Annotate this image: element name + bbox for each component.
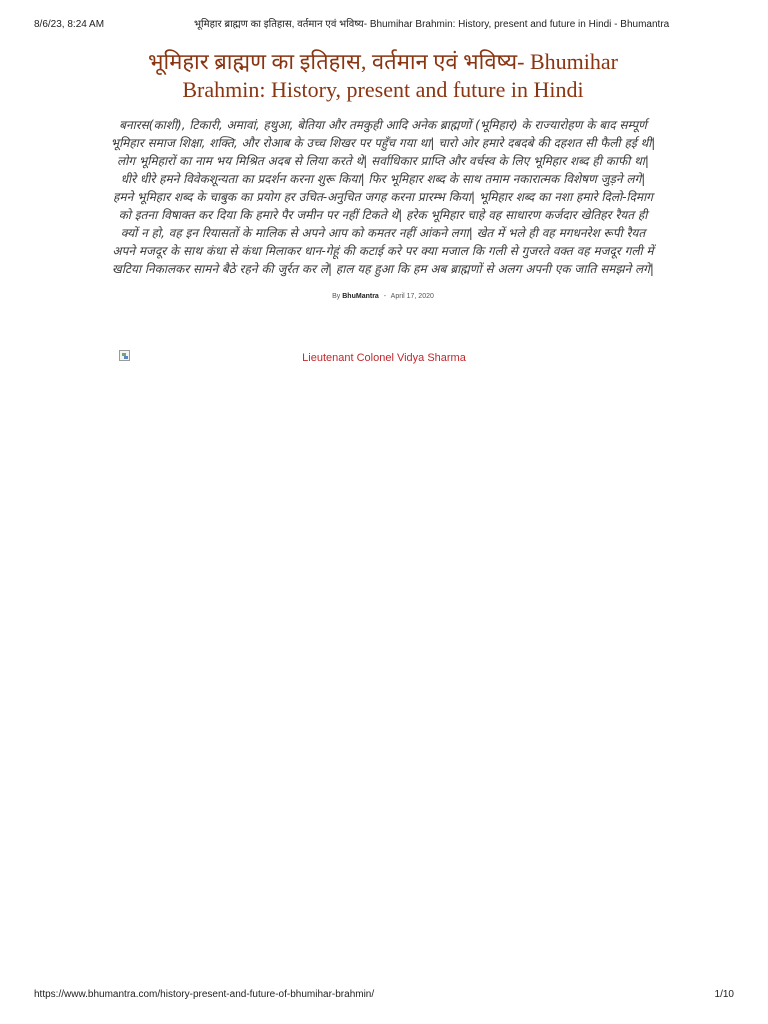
byline-separator: - — [383, 293, 387, 300]
print-footer — [34, 988, 734, 1002]
article — [110, 48, 656, 302]
featured-image — [119, 350, 649, 366]
article-title: भूमिहार ब्राह्मण का इतिहास, वर्तमान एवं भविष्य- Bhumihar Brahmin: History, present and future in Hindi — [148, 49, 618, 102]
print-header — [34, 18, 734, 32]
image-alt-text: Lieutenant Colonel Vidya Sharma — [302, 352, 466, 364]
byline-by-label: By — [332, 293, 341, 300]
page-url: https://www.bhumantra.com/history-present-and-future-of-bhumihar-brahmin/ — [34, 989, 375, 1000]
print-datetime: 8/6/23, 8:24 AM — [34, 19, 105, 30]
print-document-title: भूमिहार ब्राह्मण का इतिहास, वर्तमान एवं भविष्य- Bhumihar Brahmin: History, present and future in Hindi - Bhumantra — [194, 19, 670, 30]
publish-date: April 17, 2020 — [390, 293, 434, 300]
page-number: 1/10 — [714, 989, 734, 1000]
article-excerpt: बनारस(काशी), टिकारी, अमावां, हथुआ, बेतिया और तमकुही आदि अनेक ब्राह्मणों (भूमिहार) के राज्यारोहण के बाद सम्पूर्ण भूमिहार समाज शिक्षा, शक्ति, और रोआब के उच्च शिखर पर पहुँच गया था| चारो ओर हमारे दबदबे की दहशत सी फैली हई थी| लोग भूमिहारों का नाम भय मिश्रित अदब से लिया करते थे| सर्वाधिकार प्राप्ति और वर्चस्व के लिए भूमिहार शब्द ही काफी था| धीरे धीरे हमने विवेकशून्यता का प्रदर्शन करना शुरू किया| फिर भूमिहार शब्द के साथ तमाम नकारात्मक विशेषण जुड़ने लगे| हमने भूमिहार शब्द के चाबुक का प्रयोग हर उचित-अनुचित जगह करना प्रारम्भ किया| भूमिहार शब्द का नशा हमारे दिलो-दिमाग को इतना विषाक्त कर दिया कि हमारे पैर जमीन पर नहीं टिकते थे| हरेक भूमिहार चाहे वह साधारण कर्जदार खेतिहर रैयत ही क्यों न हो, वह इन रियासतों के मालिक से अपने आप को कमतर नहीं आंकने लगा| खेत में भले ही वह मगधनरेश रूपी रैयत अपने मजदूर के साथ कंधा से कंधा मिलाकर धान-गेहूं की कटाई करे पर क्या मजाल कि गली से गुजरते वक्त वह मजदूर गली में खटिया निकालकर सामने बैठे रहने की जुर्रत कर ले| हाल यह हुआ कि हम अब ब्राह्मणों से अलग अपनी एक जाति समझने लगे| — [110, 118, 656, 276]
byline — [110, 292, 656, 302]
author-link[interactable]: BhuMantra — [342, 293, 379, 300]
